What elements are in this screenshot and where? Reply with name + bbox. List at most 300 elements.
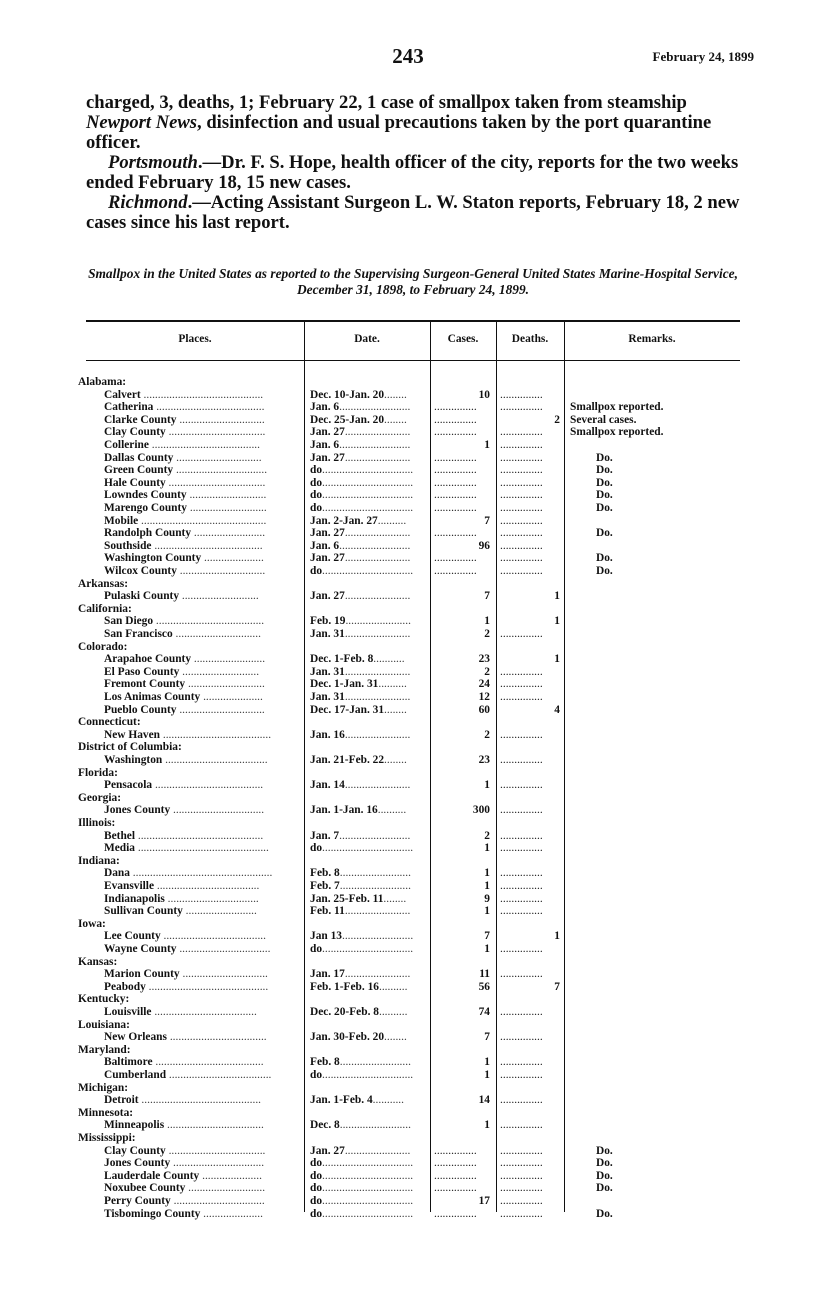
leader-dots: ................................	[322, 1195, 414, 1207]
leader-dots: ...............	[500, 1182, 543, 1195]
date-cell: Jan 13.........................	[310, 930, 414, 943]
place-cell: New Orleans ..................................	[104, 1031, 267, 1044]
leader-dots: ....................................	[162, 754, 268, 766]
leader-dots: ...............	[500, 1144, 543, 1157]
cases-cell: 24	[478, 678, 490, 691]
date-cell: Feb. 8.........................	[310, 1056, 411, 1069]
date-cell: do................................	[310, 1157, 414, 1170]
table-row	[86, 452, 740, 465]
place-cell: Arapahoe County .........................	[104, 653, 266, 666]
date-cell: Jan. 1-Jan. 16..........	[310, 804, 407, 817]
place-cell: Wayne County ................................	[104, 943, 271, 955]
date-cell: Jan. 27.......................	[310, 527, 411, 540]
date-cell: do................................	[310, 1207, 414, 1220]
date-cell: do................................	[310, 943, 414, 955]
date-cell: do................................	[310, 489, 414, 502]
place-cell: Lee County ....................................	[104, 930, 267, 943]
place-cell: Perry County ................................	[104, 1195, 265, 1207]
table-caption: Smallpox in the United States as reported to the Supervising Surgeon-General United States Marine-Hospital Service, December 31, 1898, to February 24, 1899.	[88, 266, 738, 297]
leader-dots: ...............	[500, 1195, 543, 1207]
leader-dots: ...............	[500, 678, 543, 691]
leader-dots: ..................................	[166, 1031, 267, 1044]
place-cell: San Francisco ..............................	[104, 628, 261, 640]
date-cell: Jan. 27.......................	[310, 451, 411, 464]
cases-cell: 1	[484, 943, 490, 955]
state-name: Georgia:	[78, 791, 122, 804]
leader-dots: ...............	[434, 1169, 477, 1182]
place-cell: Dana .................................................	[104, 867, 273, 880]
cases-cell: 1	[484, 1069, 490, 1081]
col-header-deaths: Deaths.	[511, 333, 549, 345]
date-cell: Feb. 8.........................	[310, 867, 411, 880]
state-row	[78, 1081, 740, 1095]
date-cell: Dec. 8.........................	[310, 1119, 411, 1132]
leader-dots: ...............	[500, 867, 543, 880]
leader-dots: ................................	[322, 489, 414, 502]
leader-dots: ...........................	[185, 678, 265, 691]
leader-dots: ..............................	[179, 968, 268, 981]
leader-dots: ..........	[377, 514, 407, 527]
cases-cell: 1	[484, 1056, 490, 1069]
leader-dots: ...............	[500, 665, 543, 678]
leader-dots: .........................	[339, 880, 411, 892]
table-row	[86, 1195, 740, 1208]
leader-dots: ...........................	[186, 489, 267, 502]
state-row	[78, 917, 740, 931]
state-row	[78, 741, 740, 754]
leader-dots: ................................	[176, 943, 271, 955]
cases-cell: 1	[484, 615, 490, 628]
leader-dots: .........................	[339, 1119, 411, 1132]
remarks-cell: Do.	[596, 1182, 613, 1195]
place-cell: Baltimore ......................................	[104, 1056, 264, 1069]
deaths-cell: 2	[554, 413, 560, 426]
date-cell: Jan. 27.......................	[310, 426, 411, 439]
table-row	[86, 540, 740, 553]
deaths-cell: 1	[554, 653, 560, 666]
leader-dots: ................................	[170, 1195, 265, 1207]
table-row	[86, 930, 740, 943]
cases-cell: 2	[484, 628, 490, 640]
cases-cell: 7	[484, 514, 490, 527]
table-row	[86, 867, 740, 880]
place-cell: Catherina ......................................	[104, 401, 265, 414]
state-name: Kansas:	[78, 955, 118, 968]
remarks-cell: Do.	[596, 1144, 613, 1157]
cases-cell: 1	[484, 779, 490, 792]
leader-dots: ...............	[500, 628, 543, 640]
cases-cell: 74	[478, 1006, 490, 1018]
leader-dots: ...............	[500, 426, 543, 439]
leader-dots: ...............	[500, 1031, 543, 1044]
leader-dots: ...........................	[179, 665, 260, 678]
cases-cell: 23	[478, 653, 490, 666]
leader-dots: ...............	[500, 1006, 543, 1018]
table-row	[86, 905, 740, 918]
page-header	[0, 46, 816, 70]
leader-dots: ..........	[378, 1006, 408, 1018]
leader-dots: ...............	[500, 829, 543, 842]
state-row	[78, 854, 740, 868]
leader-dots: ...............	[500, 539, 543, 552]
table-row	[86, 1208, 740, 1221]
table-row	[86, 779, 740, 792]
leader-dots: .......................	[344, 728, 411, 741]
table-row	[86, 615, 740, 628]
date-cell: Jan. 27.......................	[310, 1144, 411, 1157]
date-cell: do................................	[310, 1169, 414, 1182]
leader-dots: ................................	[164, 892, 259, 905]
remarks-cell: Smallpox reported.	[570, 426, 664, 439]
state-name: Alabama:	[78, 376, 127, 388]
place-cell: Marengo County ...........................	[104, 502, 267, 514]
leader-dots: ..........	[378, 678, 407, 691]
leader-dots: ................................	[322, 1182, 414, 1195]
place-cell: Los Animas County .....................	[104, 691, 263, 703]
leader-dots: .......................	[344, 590, 411, 603]
table-row	[86, 565, 740, 578]
leader-dots: ...........................	[179, 590, 259, 603]
state-row	[78, 716, 740, 729]
remarks-cell: Several cases.	[570, 413, 637, 426]
leader-dots: ..............................	[176, 565, 266, 577]
place-cell: Marion County ..............................	[104, 968, 268, 981]
place-cell: Clay County ..................................	[104, 1144, 266, 1157]
table-row	[86, 1145, 740, 1158]
cases-cell: 1	[484, 842, 490, 855]
leader-dots: ..........................................	[140, 388, 264, 401]
remarks-cell: Do.	[596, 552, 613, 565]
leader-dots: .........................	[339, 401, 411, 414]
leader-dots: ..........	[377, 804, 407, 817]
leader-dots: .................................................	[129, 867, 273, 880]
leader-dots: ...............	[500, 1119, 543, 1132]
place-cell: Southside ......................................	[104, 539, 263, 552]
paragraph: Richmond.—Acting Assistant Surgeon L. W. Staton reports, February 18, 2 new cases since his last report.	[86, 192, 740, 233]
place-cell: Collerine ......................................	[104, 439, 260, 451]
table-row	[86, 1157, 740, 1170]
place-cell: Lowndes County ...........................	[104, 489, 267, 502]
leader-dots: ...............	[500, 552, 543, 565]
place-cell: San Diego ......................................	[104, 615, 265, 628]
date-cell: Jan. 1-Feb. 4...........	[310, 1094, 404, 1107]
leader-dots: ......................................	[152, 779, 264, 792]
place-cell: Cumberland ....................................	[104, 1069, 272, 1081]
date-cell: Feb. 7.........................	[310, 880, 411, 892]
leader-dots: ......................................	[152, 1056, 264, 1069]
leader-dots: ...............	[500, 804, 543, 817]
leader-dots: ...............	[434, 1157, 477, 1170]
place-cell: Clay County ..................................	[104, 426, 266, 439]
remarks-cell: Do.	[596, 565, 613, 577]
table-row	[86, 691, 740, 704]
state-name: Iowa:	[78, 917, 106, 930]
leader-dots: ................................	[322, 1157, 414, 1170]
paragraph: Portsmouth.—Dr. F. S. Hope, health officer of the city, reports for the two weeks ended February 18, 15 new cases.	[86, 152, 739, 193]
leader-dots: ................................	[173, 464, 268, 477]
table-row	[86, 943, 740, 956]
leader-dots: ...............	[500, 691, 543, 703]
leader-dots: ...............	[434, 451, 477, 464]
place-cell: Tisbomingo County .....................	[104, 1207, 263, 1220]
leader-dots: ..........................................	[138, 1094, 262, 1107]
place-cell: Minneapolis ..................................	[104, 1119, 264, 1132]
deaths-cell: 1	[554, 930, 560, 943]
leader-dots: ........	[384, 703, 407, 716]
leader-dots: ...............	[500, 943, 543, 955]
leader-dots: ..............................................	[135, 842, 269, 855]
leader-dots: .....................	[201, 552, 264, 565]
state-name: Arkansas:	[78, 577, 129, 590]
leader-dots: ...............	[500, 905, 543, 918]
place-cell: Indianapolis ................................	[104, 892, 259, 905]
cases-cell: 56	[478, 980, 490, 993]
table-row	[86, 477, 740, 490]
cases-cell: 9	[484, 892, 490, 905]
date-cell: Jan. 6.........................	[310, 539, 411, 552]
date-cell: Dec. 1-Feb. 8...........	[310, 653, 405, 666]
leader-dots: .......................	[344, 905, 411, 918]
state-row	[78, 602, 740, 616]
leader-dots: ........	[383, 892, 407, 905]
date-cell: Jan. 21-Feb. 22........	[310, 754, 407, 766]
cases-cell: 1	[484, 880, 490, 892]
table-top-rule	[86, 320, 740, 322]
cases-cell: 23	[478, 754, 490, 766]
leader-dots: .........................	[341, 930, 414, 943]
place-cell: Clarke County ..............................	[104, 413, 265, 426]
place-cell: Detroit ..........................................	[104, 1094, 262, 1107]
leader-dots: ...............	[434, 464, 477, 477]
state-name: Indiana:	[78, 854, 120, 867]
leader-dots: ...............	[500, 779, 543, 792]
remarks-cell: Do.	[596, 502, 613, 514]
place-cell: Louisville ....................................	[104, 1006, 257, 1018]
leader-dots: ................................	[322, 1169, 414, 1182]
leader-dots: .........................	[339, 867, 411, 880]
cases-cell: 1	[484, 867, 490, 880]
cases-cell: 1	[484, 1119, 490, 1132]
leader-dots: ......................................	[153, 615, 265, 628]
state-name: Illinois:	[78, 817, 116, 829]
date-cell: Jan. 27.......................	[310, 552, 411, 565]
state-name: District of Columbia:	[78, 741, 182, 754]
remarks-cell: Do.	[596, 1157, 613, 1170]
remarks-cell: Do.	[596, 476, 613, 489]
table-row	[86, 678, 740, 691]
leader-dots: ...........	[373, 653, 405, 666]
leader-dots: ........	[384, 388, 407, 401]
table-row	[86, 552, 740, 565]
place-cell: Pueblo County ..............................	[104, 703, 265, 716]
state-row	[78, 640, 740, 654]
table-row	[86, 666, 740, 679]
leader-dots: .......................	[345, 615, 411, 628]
place-cell: Calvert ..........................................	[104, 388, 264, 401]
leader-dots: ................................	[322, 1069, 414, 1081]
leader-dots: .........................	[182, 905, 257, 918]
leader-dots: ........	[384, 1031, 407, 1044]
place-cell: Hale County ..................................	[104, 476, 266, 489]
leader-dots: ..............................	[176, 413, 265, 426]
date-cell: do................................	[310, 502, 414, 514]
leader-dots: ...............	[500, 892, 543, 905]
place-cell: El Paso County ...........................	[104, 665, 260, 678]
date-cell: Dec. 25-Jan. 20........	[310, 413, 407, 426]
place-cell: Green County ................................	[104, 464, 268, 477]
leader-dots: ...............	[500, 842, 543, 855]
table-row	[86, 704, 740, 717]
table-row	[86, 1119, 740, 1132]
leader-dots: ...........................	[187, 502, 267, 514]
state-row	[78, 1106, 740, 1120]
place-cell: Washington County .....................	[104, 552, 264, 565]
date-cell: Jan. 31.......................	[310, 628, 411, 640]
leader-dots: ...............	[500, 565, 543, 577]
leader-dots: ....................................	[151, 1006, 257, 1018]
place-cell: New Haven ......................................	[104, 728, 272, 741]
leader-dots: .......................	[344, 779, 411, 792]
leader-dots: .......................	[344, 1144, 411, 1157]
leader-dots: ........	[384, 413, 407, 426]
leader-dots: ...............	[434, 502, 477, 514]
leader-dots: ...........	[372, 1094, 404, 1107]
col-header-remarks: Remarks.	[628, 333, 676, 345]
state-name: Kentucky:	[78, 993, 130, 1006]
table-row	[86, 653, 740, 666]
state-row	[78, 577, 740, 591]
state-name: Louisiana:	[78, 1018, 130, 1031]
date-cell: Jan. 7.........................	[310, 829, 411, 842]
cases-cell: 1	[484, 439, 490, 451]
table-row	[86, 804, 740, 817]
col-header-places: Places.	[178, 333, 212, 345]
page-number: 243	[392, 44, 424, 68]
state-row	[78, 993, 740, 1006]
date-cell: Dec. 10-Jan. 20........	[310, 388, 407, 401]
col-header-cases: Cases.	[447, 333, 479, 345]
state-row	[78, 791, 740, 805]
cases-cell: 96	[478, 539, 490, 552]
report-text	[86, 93, 740, 233]
place-cell: Fremont County ...........................	[104, 678, 265, 691]
leader-dots: ...............	[434, 552, 477, 565]
remarks-cell: Do.	[596, 527, 613, 540]
state-row	[78, 1132, 740, 1145]
leader-dots: ..............................	[172, 628, 261, 640]
place-cell: Jones County ................................	[104, 804, 265, 817]
leader-dots: ................................	[322, 842, 414, 855]
leader-dots: ...............	[500, 1207, 543, 1220]
leader-dots: ...............	[500, 1157, 543, 1170]
leader-dots: ................................	[322, 565, 414, 577]
place-cell: Evansville ....................................	[104, 880, 260, 892]
leader-dots: .........................	[191, 527, 266, 540]
leader-dots: ...............	[434, 565, 477, 577]
leader-dots: ............................................	[135, 829, 264, 842]
cases-cell: 60	[478, 703, 490, 716]
leader-dots: ......................................	[153, 401, 265, 414]
table-row	[86, 590, 740, 603]
leader-dots: ...............	[434, 1144, 477, 1157]
date-cell: do................................	[310, 464, 414, 477]
leader-dots: .......................	[344, 968, 411, 981]
leader-dots: ..............................	[176, 703, 265, 716]
state-name: Michigan:	[78, 1081, 128, 1094]
date-cell: Feb. 11.......................	[310, 905, 411, 918]
table-row	[86, 401, 740, 414]
place-cell: Randolph County .........................	[104, 527, 266, 540]
state-name: Mississippi:	[78, 1132, 136, 1144]
leader-dots: ...............	[500, 502, 543, 514]
place-cell: Lauderdale County .....................	[104, 1169, 262, 1182]
state-name: Maryland:	[78, 1043, 131, 1056]
leader-dots: ................................	[322, 464, 414, 477]
place-cell: Sullivan County .........................	[104, 905, 257, 918]
cases-cell: 2	[484, 829, 490, 842]
cases-cell: 2	[484, 665, 490, 678]
cases-cell: 7	[484, 1031, 490, 1044]
remarks-cell: Do.	[596, 1169, 613, 1182]
date-cell: Jan. 31.......................	[310, 665, 411, 678]
cases-cell: 1	[484, 905, 490, 918]
date-cell: Dec. 20-Feb. 8..........	[310, 1006, 408, 1018]
leader-dots: ...............	[500, 451, 543, 464]
leader-dots: ...............	[500, 880, 543, 892]
date-cell: Jan. 31.......................	[310, 691, 411, 703]
cases-cell: 11	[479, 968, 490, 981]
leader-dots: ...............	[500, 439, 543, 451]
leader-dots: ...............	[500, 514, 543, 527]
table-row	[86, 414, 740, 427]
leader-dots: ..................................	[164, 1119, 264, 1132]
leader-dots: ................................	[322, 502, 414, 514]
leader-dots: ...............	[434, 489, 477, 502]
leader-dots: ..............................	[173, 451, 262, 464]
leader-dots: ................................	[322, 943, 414, 955]
place-cell: Jones County ................................	[104, 1157, 265, 1170]
date-cell: Feb. 19.......................	[310, 615, 411, 628]
date-cell: do................................	[310, 476, 414, 489]
leader-dots: .......................	[344, 426, 411, 439]
date-cell: do................................	[310, 1069, 414, 1081]
leader-dots: ...............	[434, 413, 477, 426]
leader-dots: ......................................	[160, 728, 272, 741]
table-row	[86, 628, 740, 641]
table-row	[86, 1094, 740, 1107]
place-cell: Media ..............................................	[104, 842, 269, 855]
smallpox-table	[78, 318, 740, 1220]
leader-dots: ............................................	[138, 514, 267, 527]
cases-cell: 17	[478, 1195, 490, 1207]
leader-dots: ...............	[500, 464, 543, 477]
leader-dots: ...............	[434, 401, 477, 414]
table-row	[86, 1006, 740, 1019]
table-row	[86, 1069, 740, 1082]
leader-dots: .....................	[199, 1169, 262, 1182]
leader-dots: ..........	[378, 980, 408, 993]
leader-dots: ...............	[500, 489, 543, 502]
date-cell: Jan. 16.......................	[310, 728, 411, 741]
leader-dots: .........................	[339, 829, 411, 842]
leader-dots: ...............	[434, 426, 477, 439]
leader-dots: .........................	[339, 539, 411, 552]
date-cell: do................................	[310, 842, 414, 855]
table-row	[86, 754, 740, 767]
state-row	[78, 766, 740, 780]
date-cell: Jan. 14.......................	[310, 779, 411, 792]
cases-cell: 2	[484, 728, 490, 741]
